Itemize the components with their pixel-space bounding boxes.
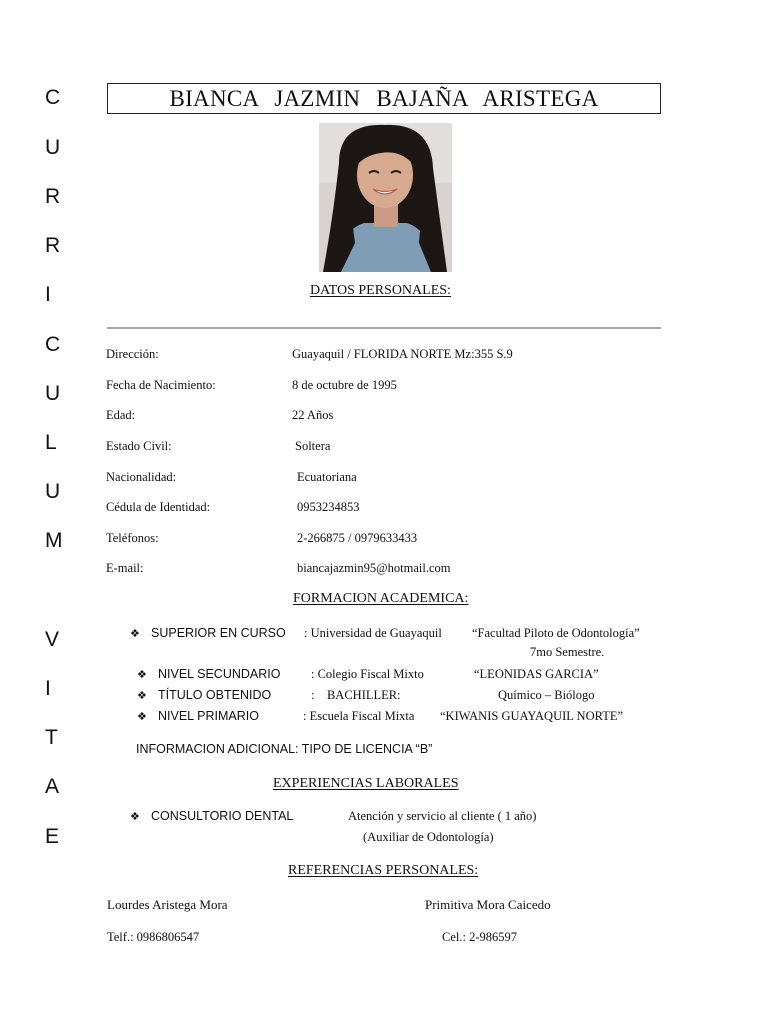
side-letter: I [45, 677, 51, 700]
academic-level-titulo: TÍTULO OBTENIDO [158, 688, 272, 702]
value-birth-date: 8 de octubre de 1995 [292, 378, 397, 392]
academic-extra-superior: 7mo Semestre. [530, 645, 605, 659]
label-civil-status: Estado Civil: [106, 439, 172, 453]
side-letter: V [45, 628, 60, 651]
side-letter: E [45, 825, 60, 848]
value-address: Guayaquil / FLORIDA NORTE Mz:355 S.9 [292, 347, 513, 361]
side-letter: U [45, 136, 61, 159]
academic-detail-secundario: “LEONIDAS GARCIA” [474, 667, 599, 681]
experience-role: (Auxiliar de Odontología) [363, 830, 494, 844]
experience-duty: Atención y servicio al cliente ( 1 año) [348, 809, 537, 823]
value-age: 22 Años [292, 408, 334, 422]
reference-name: Lourdes Aristega Mora [107, 897, 228, 912]
side-letter: U [45, 382, 61, 405]
label-email: E-mail: [106, 561, 144, 575]
side-letter: R [45, 185, 61, 208]
section-title-experience: EXPERIENCIAS LABORALES [273, 776, 459, 791]
bullet-icon: ❖ [130, 810, 140, 823]
reference-name: Primitiva Mora Caicedo [425, 897, 551, 912]
section-title-personal: DATOS PERSONALES: [310, 283, 451, 298]
side-letter: M [45, 529, 63, 552]
label-phones: Teléfonos: [106, 531, 159, 545]
full-name-box [107, 83, 661, 114]
bullet-icon: ❖ [137, 668, 147, 681]
academic-detail-primario: “KIWANIS GUAYAQUIL NORTE” [440, 709, 624, 723]
bullet-icon: ❖ [137, 689, 147, 702]
value-nationality: Ecuatoriana [297, 470, 357, 484]
reference-phone: Telf.: 0986806547 [107, 930, 200, 944]
divider [107, 327, 661, 329]
additional-info: INFORMACION ADICIONAL: TIPO DE LICENCIA “B” [136, 742, 433, 756]
label-id-card: Cédula de Identidad: [106, 500, 211, 514]
label-nationality: Nacionalidad: [106, 470, 177, 484]
reference-phone: Cel.: 2-986597 [442, 930, 517, 944]
profile-photo [319, 123, 452, 272]
value-civil-status: Soltera [295, 439, 331, 453]
academic-level-secundario: NIVEL SECUNDARIO [158, 667, 281, 681]
side-letter: C [45, 333, 61, 356]
side-letter: R [45, 234, 61, 257]
side-letter: T [45, 726, 58, 749]
academic-level-superior: SUPERIOR EN CURSO [151, 626, 286, 640]
bullet-icon: ❖ [137, 710, 147, 723]
side-letter: L [45, 431, 57, 454]
side-letter: I [45, 283, 51, 306]
value-phones: 2-266875 / 0979633433 [297, 531, 418, 545]
label-address: Dirección: [106, 347, 159, 361]
academic-detail-superior: “Facultad Piloto de Odontología” [472, 626, 640, 640]
academic-school-primario: : Escuela Fiscal Mixta [303, 709, 415, 723]
value-id-card: 0953234853 [297, 500, 360, 514]
academic-detail-titulo: Químico – Biólogo [498, 688, 595, 702]
value-email[interactable]: biancajazmin95@hotmail.com [297, 561, 451, 575]
section-title-academic: FORMACION ACADEMICA: [293, 591, 469, 606]
label-birth-date: Fecha de Nacimiento: [106, 378, 216, 392]
side-letter: U [45, 480, 61, 503]
portrait-illustration [319, 123, 452, 272]
label-age: Edad: [106, 408, 136, 422]
academic-school-titulo: : BACHILLER: [311, 688, 401, 702]
academic-level-primario: NIVEL PRIMARIO [158, 709, 259, 723]
academic-school-superior: : Universidad de Guayaquil [304, 626, 442, 640]
side-letter: C [45, 86, 61, 109]
academic-school-secundario: : Colegio Fiscal Mixto [311, 667, 424, 681]
experience-place: CONSULTORIO DENTAL [151, 809, 294, 823]
section-title-references: REFERENCIAS PERSONALES: [288, 863, 479, 878]
side-letter: A [45, 775, 60, 798]
bullet-icon: ❖ [130, 627, 140, 640]
full-name: BIANCA JAZMIN BAJAÑA ARISTEGA [169, 86, 599, 111]
